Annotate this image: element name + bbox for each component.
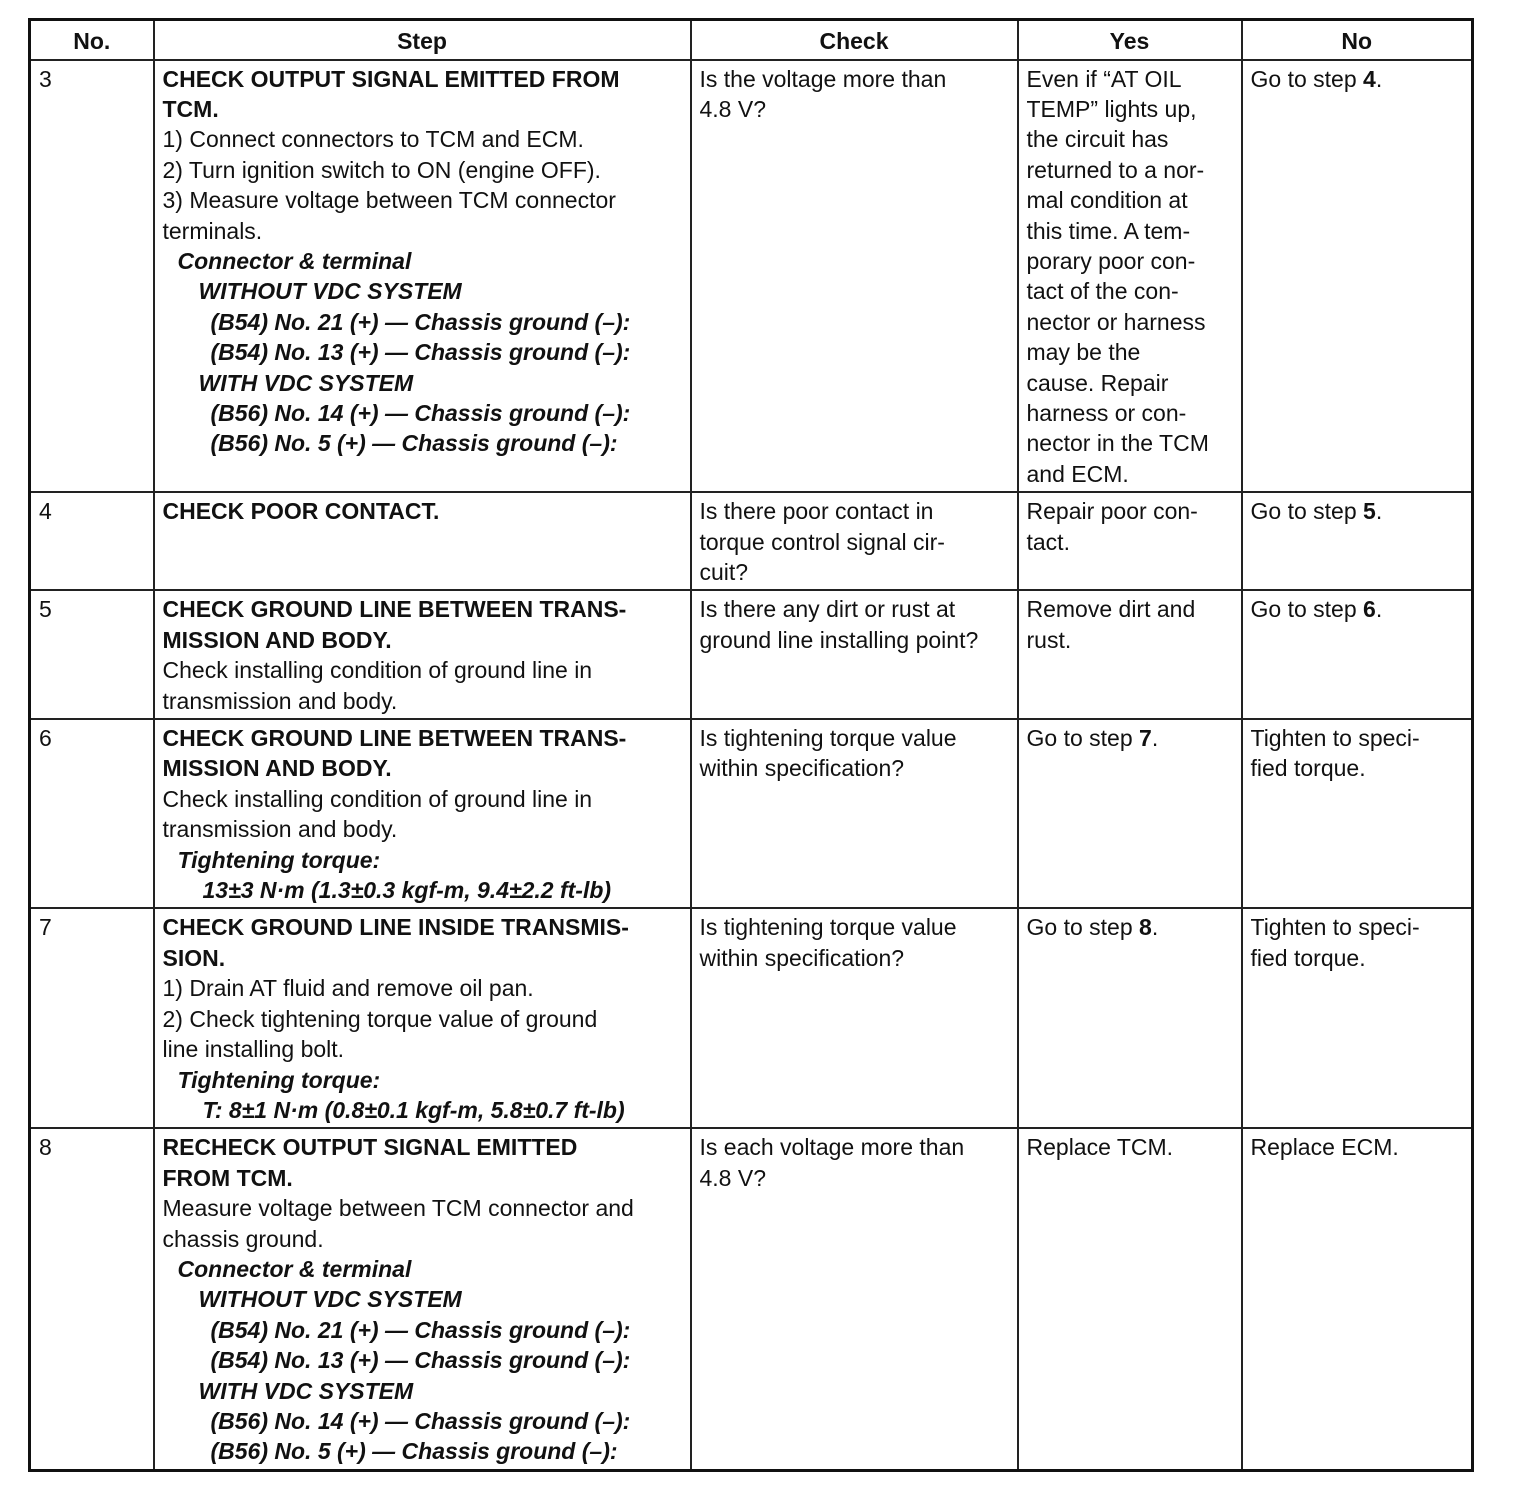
yes-text: nector in the TCM [1026,430,1209,457]
no-cell [1242,908,1473,1128]
yes-text-end: . [1151,914,1159,941]
spec-group: WITHOUT VDC SYSTEM [198,1286,462,1313]
spec-label: Connector & terminal [177,1255,412,1282]
torque-value: 13±3 N·m (1.3±0.3 kgf-m, 9.4±2.2 ft-lb) [202,877,612,904]
step-title-line: CHECK GROUND LINE INSIDE TRANSMIS- [162,914,629,941]
step-instruction: 3) Measure voltage between TCM connector [162,187,616,214]
col-header-no: No. [30,20,154,60]
no-text: fied torque. [1250,755,1366,782]
torque-value: T: 8±1 N·m (0.8±0.1 kgf-m, 5.8±0.7 ft-lb) [202,1096,625,1123]
yes-text-end: . [1151,725,1159,752]
check-text: Is tightening torque value [699,725,957,752]
yes-text: and ECM. [1026,460,1129,487]
step-number: 3 [30,60,154,493]
spec-terminal: (B56) No. 5 (+) — Chassis ground (–): [210,1438,618,1465]
yes-step-ref: 8 [1139,914,1152,941]
check-text: Is tightening torque value [699,914,957,941]
check-text: Is each voltage more than [699,1134,965,1161]
diagnostic-table [28,18,1474,1472]
step-instruction: transmission and body. [162,816,398,843]
no-text: Go to step [1250,498,1364,525]
spec-terminal: (B54) No. 21 (+) — Chassis ground (–): [210,308,631,335]
check-cell [691,719,1018,908]
yes-text: this time. A tem- [1026,217,1191,244]
step-instruction: transmission and body. [162,687,398,714]
no-step-ref: 4 [1363,65,1376,92]
step-title-line: CHECK GROUND LINE BETWEEN TRANS- [162,596,627,623]
step-title-line: MISSION AND BODY. [162,755,392,782]
step-cell [154,60,691,493]
check-text: ground line installing point? [699,626,979,653]
col-header-step: Step [154,20,691,60]
yes-text: Remove dirt and [1026,596,1196,623]
check-text: within specification? [699,944,905,971]
spec-terminal: (B54) No. 13 (+) — Chassis ground (–): [210,339,631,366]
col-header-no-result: No [1242,20,1473,60]
torque-label: Tightening torque: [177,846,381,873]
yes-text: the circuit has [1026,126,1169,153]
spec-terminal: (B56) No. 14 (+) — Chassis ground (–): [210,1407,631,1434]
check-text: Is the voltage more than [699,65,947,92]
no-text-end: . [1375,596,1383,623]
yes-cell [1018,492,1242,590]
table-row [30,492,1473,590]
check-text: Is there any dirt or rust at [699,596,956,623]
step-instruction: 2) Check tightening torque value of ground [162,1005,598,1032]
check-cell [691,60,1018,493]
yes-text: nector or harness [1026,308,1206,335]
spec-terminal: (B54) No. 13 (+) — Chassis ground (–): [210,1347,631,1374]
spec-label: Connector & terminal [177,247,412,274]
step-instruction: 1) Connect connectors to TCM and ECM. [162,126,584,153]
check-cell [691,492,1018,590]
yes-text: Even if “AT OIL [1026,65,1182,92]
step-number: 6 [30,719,154,908]
yes-text: TEMP” lights up, [1026,95,1197,122]
step-title-line: TCM. [162,95,219,122]
no-step-ref: 6 [1363,596,1376,623]
no-text: Go to step [1250,596,1364,623]
yes-text: mal condition at [1026,187,1188,214]
yes-step-ref: 7 [1139,725,1152,752]
no-text: Tighten to speci- [1250,725,1420,752]
yes-text: Replace TCM. [1026,1134,1174,1161]
col-header-check: Check [691,20,1018,60]
step-title-line: CHECK GROUND LINE BETWEEN TRANS- [162,725,627,752]
step-cell [154,1128,691,1470]
no-text: Tighten to speci- [1250,914,1420,941]
step-title-line: SION. [162,944,226,971]
step-instruction: Check installing condition of ground line in [162,657,593,684]
yes-text: Repair poor con- [1026,498,1198,525]
step-title-line: CHECK POOR CONTACT. [162,498,440,525]
no-text: fied torque. [1250,944,1366,971]
step-title-line: MISSION AND BODY. [162,626,392,653]
step-title-line: FROM TCM. [162,1164,293,1191]
yes-text: Go to step [1026,914,1140,941]
no-cell [1242,719,1473,908]
yes-cell [1018,719,1242,908]
check-text: 4.8 V? [699,1164,766,1191]
header-row [30,20,1473,60]
spec-terminal: (B56) No. 14 (+) — Chassis ground (–): [210,399,631,426]
step-title-line: CHECK OUTPUT SIGNAL EMITTED FROM [162,65,620,92]
check-text: within specification? [699,755,905,782]
yes-cell [1018,60,1242,493]
step-instruction: Measure voltage between TCM connector and [162,1195,634,1222]
yes-cell [1018,590,1242,719]
no-text: Replace ECM. [1250,1134,1399,1161]
check-text: 4.8 V? [699,95,766,122]
step-instruction: line installing bolt. [162,1036,345,1063]
yes-text: may be the [1026,339,1141,366]
check-cell [691,590,1018,719]
step-cell [154,492,691,590]
step-instruction: 2) Turn ignition switch to ON (engine OFF). [162,156,601,183]
step-instruction: terminals. [162,217,263,244]
no-cell [1242,1128,1473,1470]
step-number: 4 [30,492,154,590]
yes-text: returned to a nor- [1026,156,1205,183]
yes-text: porary poor con- [1026,247,1196,274]
no-step-ref: 5 [1363,498,1376,525]
table-row [30,60,1473,493]
spec-group: WITH VDC SYSTEM [198,369,414,396]
check-text: Is there poor contact in [699,498,934,525]
spec-terminal: (B54) No. 21 (+) — Chassis ground (–): [210,1316,631,1343]
check-cell [691,1128,1018,1470]
yes-cell [1018,1128,1242,1470]
table-row [30,908,1473,1128]
yes-text: tact of the con- [1026,278,1179,305]
step-number: 7 [30,908,154,1128]
table-row [30,590,1473,719]
no-text-end: . [1375,498,1383,525]
step-instruction: 1) Drain AT fluid and remove oil pan. [162,975,534,1002]
step-number: 5 [30,590,154,719]
yes-cell [1018,908,1242,1128]
step-instruction: chassis ground. [162,1225,324,1252]
step-title-line: RECHECK OUTPUT SIGNAL EMITTED [162,1134,578,1161]
check-cell [691,908,1018,1128]
no-cell [1242,60,1473,493]
step-instruction: Check installing condition of ground line in [162,785,593,812]
yes-text: harness or con- [1026,399,1187,426]
no-cell [1242,492,1473,590]
table-row [30,1128,1473,1470]
yes-text: Go to step [1026,725,1140,752]
step-number: 8 [30,1128,154,1470]
spec-terminal: (B56) No. 5 (+) — Chassis ground (–): [210,430,618,457]
check-text: cuit? [699,559,749,585]
step-cell [154,908,691,1128]
yes-text: cause. Repair [1026,369,1169,396]
no-text: Go to step [1250,65,1364,92]
spec-group: WITHOUT VDC SYSTEM [198,278,462,305]
table-row [30,719,1473,908]
torque-label: Tightening torque: [177,1066,381,1093]
step-cell [154,590,691,719]
no-text-end: . [1375,65,1383,92]
no-cell [1242,590,1473,719]
yes-text: rust. [1026,626,1072,653]
col-header-yes: Yes [1018,20,1242,60]
step-cell [154,719,691,908]
yes-text: tact. [1026,528,1070,555]
check-text: torque control signal cir- [699,528,945,555]
spec-group: WITH VDC SYSTEM [198,1377,414,1404]
